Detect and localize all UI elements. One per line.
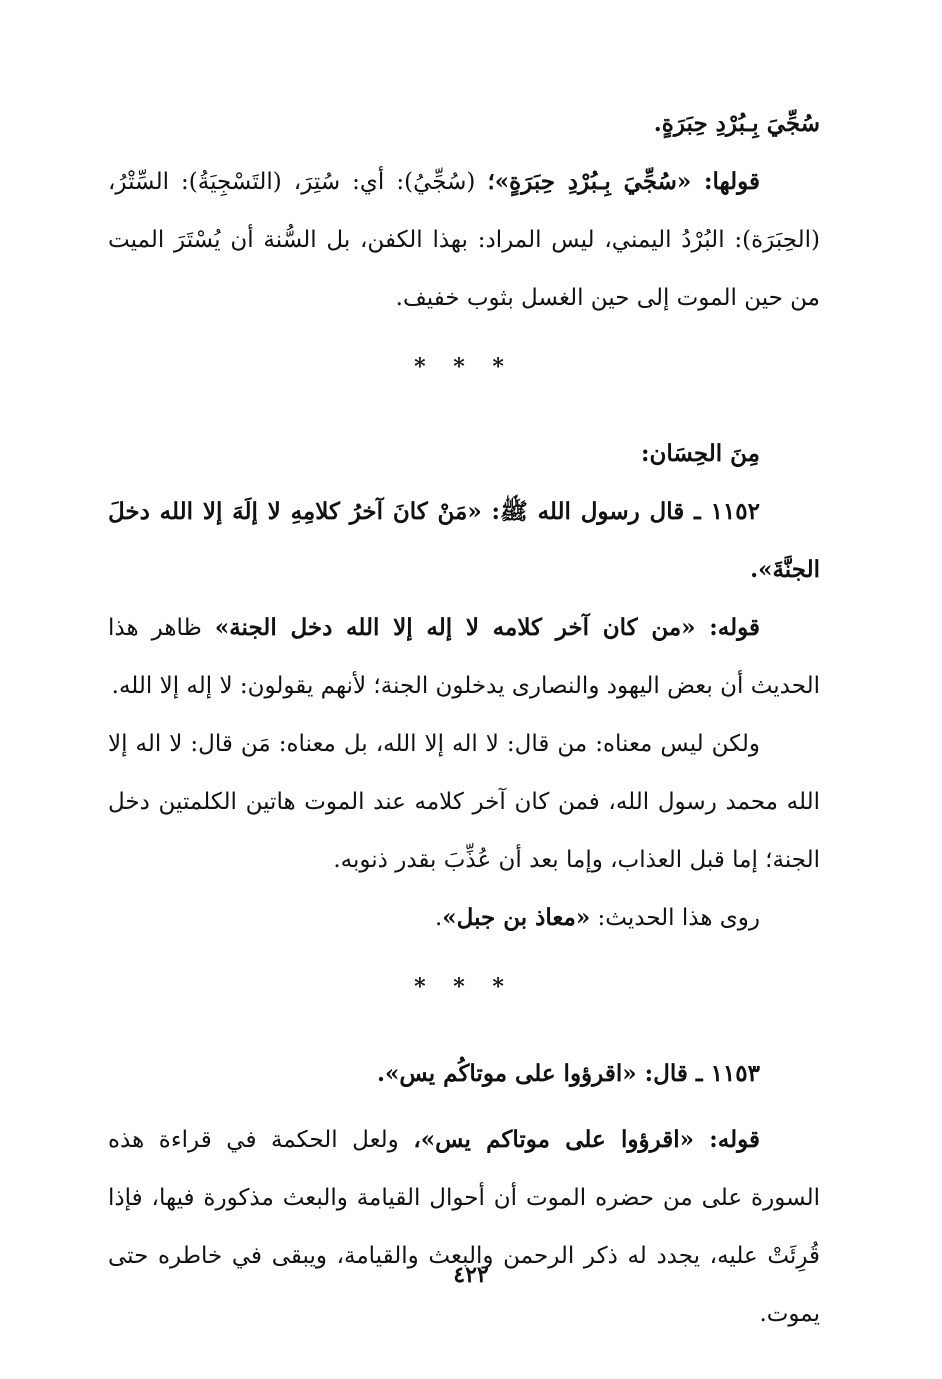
commentary-text: (سُجِّيُ): أي: سُتِرَ، (التَسْجِيَةُ): السِّتْرُ، (الحِبَرَة): البُرْدُ اليمني، ليس المراد: بهذا الكفن، بل السُّنة أن يُسْتَرَ الميت من حين الموت إلى حين الغسل بثوب خفيف. (108, 169, 820, 311)
commentary-paragraph-3: ولكن ليس معناه: من قال: لا اله إلا الله، بل معناه: مَن قال: لا اله إلا الله محمد رسول الله، فمن كان آخر كلامه عند الموت هاتين الكلمتين دخل الجنة؛ إما قبل العذاب، وإما بعد أن عُذِّبَ بقدر ذنوبه. (108, 731, 820, 873)
narrator-end: . (434, 905, 443, 931)
commentary-paragraph-2 (108, 599, 820, 715)
commentary-text: ولعل الحكمة في قراءة هذه السورة على من حضره الموت أن أحوال القيامة والبعث مذكورة فيها، فإذا قُرِئَتْ عليه، يجدد له ذكر الرحمن والبعث والقيامة، ويبقى في خاطره حتى يموت. (108, 1127, 820, 1327)
hadith-1152: ١١٥٢ ـ قال رسول الله ﷺ: «مَنْ كانَ آخرُ كلامِهِ لا إلَهَ إلا الله دخلَ الجنَّةَ». (108, 498, 820, 583)
section-separator-2: * * * (414, 974, 514, 1000)
commentary-paragraph-5 (108, 1111, 820, 1343)
section-heading: مِنَ الحِسَان: (641, 440, 760, 467)
continued-hadith-line: سُجِّيَ بِـبُرْدِ حِبَرَةٍ. (653, 110, 820, 137)
commentary-lead: قوله: «من كان آخر كلامه لا إله إلا الله دخل الجنة» (214, 614, 760, 641)
narrator-line (108, 889, 820, 947)
hadith-1153: ١١٥٣ ـ قال: «اقرؤوا على موتاكُم يس». (377, 1060, 760, 1087)
commentary-lead: قوله: «اقرؤوا على موتاكم يس»، (413, 1126, 761, 1153)
commentary-lead: قولها: «سُجِّيَ بِـبُرْدِ حِبَرَةٍ»؛ (487, 168, 760, 195)
narrator-name: «معاذ بن جبل» (442, 904, 591, 931)
section-separator: * * * (414, 354, 514, 380)
commentary-text: ظاهر هذا الحديث أن بعض اليهود والنصارى يدخلون الجنة؛ لأنهم يقولون: لا إله إلا الله. (108, 615, 820, 699)
commentary-paragraph-1 (108, 153, 820, 327)
page-number: ٤٢٢ (453, 1262, 489, 1288)
narrator-lead: روى هذا الحديث: (590, 905, 760, 931)
